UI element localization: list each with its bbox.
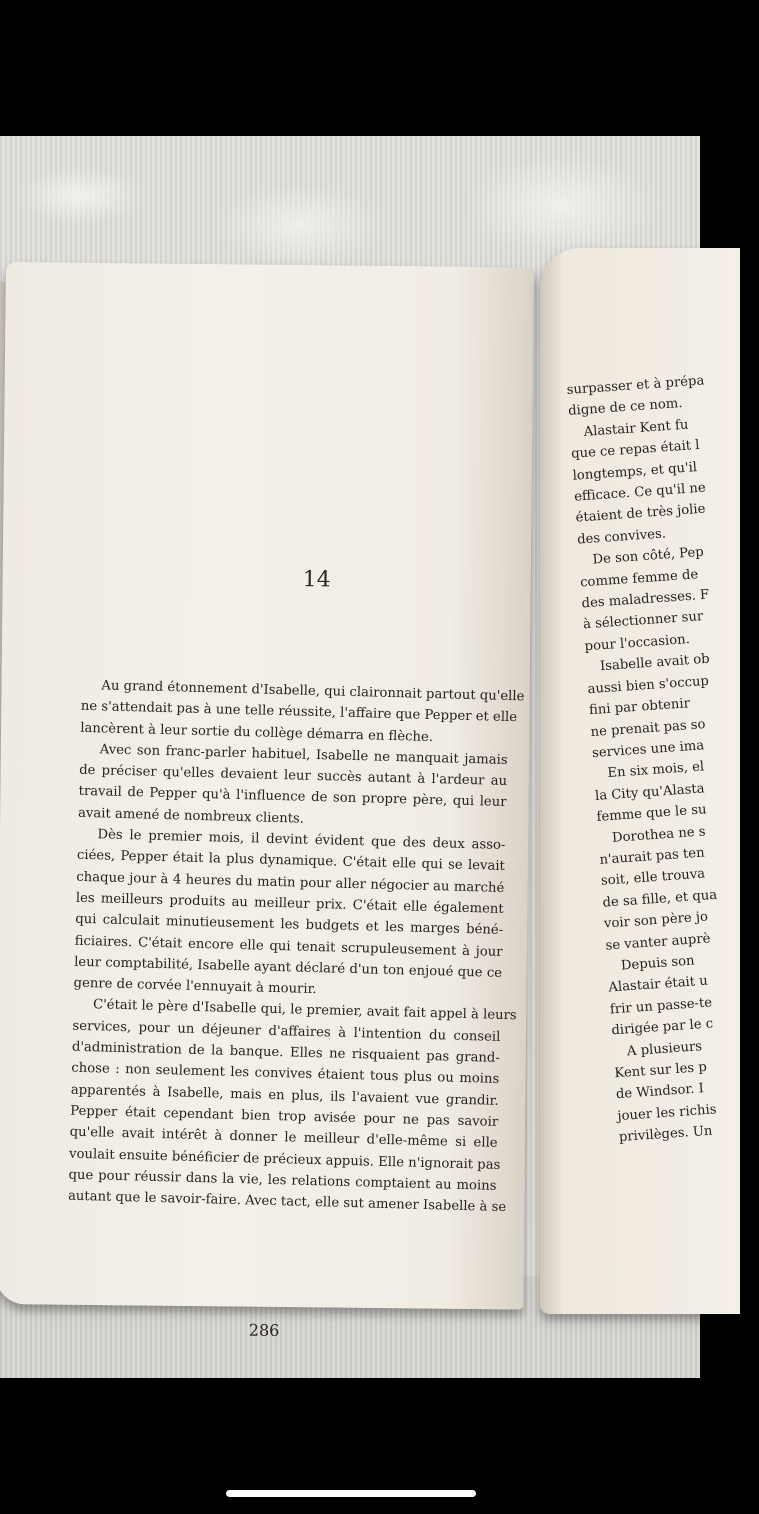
text-line: De son côté, Pep xyxy=(592,545,705,568)
text-line: que pour réussir dans la vie, les relations comptaient au moins xyxy=(68,1167,497,1194)
text-line: les meilleurs produits au meilleur prix. C'était elle également xyxy=(75,890,504,917)
home-indicator[interactable] xyxy=(226,1490,476,1497)
text-line: digne de ce nom. xyxy=(567,396,684,420)
text-line: Kent sur les p xyxy=(613,1059,708,1082)
text-line: En six mois, el xyxy=(607,759,705,782)
text-line: qui calculait minutieusement les budgets et les marges béné- xyxy=(75,911,504,939)
text-line: Alastair Kent fu xyxy=(583,417,689,440)
text-line: comme femme de xyxy=(579,566,699,591)
text-line: Dorothea ne s xyxy=(611,823,707,846)
text-line: Dès le premier mois, il devint évident que des deux asso- xyxy=(97,827,506,854)
text-line: chose : non seulement les convives étaient tous plus ou moins xyxy=(71,1061,500,1088)
text-line: de Windsor. I xyxy=(615,1081,705,1103)
text-line: dirigée par le c xyxy=(611,1016,714,1039)
text-line: A plusieurs xyxy=(626,1038,703,1059)
text-line: Avec son franc-parler habituel, Isabelle ne manquait jamais xyxy=(99,742,508,768)
text-line: avait amené de nombreux clients. xyxy=(77,805,305,827)
text-line: étaient de très jolie xyxy=(575,502,706,527)
page-number: 286 xyxy=(248,1320,280,1340)
text-line: travail de Pepper qu'à l'influence de son propre père, qui leur xyxy=(78,784,507,811)
text-line: de sa fille, et qua xyxy=(602,887,718,911)
text-line: surpasser et à prépa xyxy=(566,373,705,398)
text-line: ne s'attendait pas à une telle réussite, l'affaire que Pepper et elle xyxy=(80,699,518,726)
text-line: d'administration de la banque. Elles ne risquaient pas grand- xyxy=(71,1039,500,1066)
text-line: ciées, Pepper était la plus dynamique. C'était elle qui se levait xyxy=(76,848,505,875)
text-line: Depuis son xyxy=(620,953,696,974)
text-line: autant que le savoir-faire. Avec tact, elle sut amener Isabelle à se xyxy=(67,1188,507,1216)
text-line: ficiaires. C'était encore elle qui tenait scrupuleusement à jour xyxy=(74,933,503,960)
text-line: privilèges. Un xyxy=(618,1123,713,1146)
text-line: pour l'occasion. xyxy=(584,631,691,655)
text-line: C'était le père d'Isabelle qui, le premier, avait fait appel à leurs xyxy=(92,997,517,1024)
text-line: Alastair était u xyxy=(608,973,709,996)
text-line: ne prenait pas so xyxy=(590,716,706,740)
text-line: jouer les richis xyxy=(616,1102,717,1124)
left-page-text xyxy=(67,675,525,1218)
chapter-number: 14 xyxy=(302,567,331,593)
text-line: services une ima xyxy=(591,738,705,761)
text-line: femme que le su xyxy=(596,802,707,826)
text-line: voulait ensuite bénéficier de précieux appuis. Elle n'ignorait pas xyxy=(68,1146,501,1173)
left-page xyxy=(0,262,534,1340)
text-line: genre de corvée l'ennuyait à mourir. xyxy=(73,975,317,998)
text-line: longtemps, et qu'il xyxy=(572,459,698,484)
text-line: efficace. Ce qu'il ne xyxy=(573,480,707,505)
text-line: n'aurait pas ten xyxy=(599,845,706,868)
text-line: des convives. xyxy=(576,526,667,548)
text-line: Isabelle avait ob xyxy=(599,651,711,675)
text-line: leur comptabilité, Isabelle ayant déclaré d'un ton enjoué que ce xyxy=(73,954,503,981)
text-line: soit, elle trouva xyxy=(600,866,706,890)
text-line: de préciser qu'elles devaient leur succès autant à l'ardeur au xyxy=(78,762,508,790)
text-line: Pepper était cependant bien trop avisée pour ne pas savoir xyxy=(70,1103,499,1130)
book-photo xyxy=(0,136,718,1378)
text-line: lancèrent à leur sortie du collège démarra en flèche. xyxy=(80,720,434,745)
text-line: à sélectionner sur xyxy=(582,609,704,633)
text-line: frir un passe-te xyxy=(609,995,713,1018)
text-line: des maladresses. F xyxy=(581,587,710,612)
text-line: apparentés à Isabelle, mais en plus, ils l'avaient vue grandir. xyxy=(70,1082,499,1109)
text-line: aussi bien s'occup xyxy=(587,673,710,697)
text-line: la City qu'Alasta xyxy=(594,781,705,804)
text-line: qu'elle avait intérêt à donner le meilleur d'elle-même si elle xyxy=(69,1124,498,1152)
text-line: que ce repas était l xyxy=(570,438,701,463)
text-line: voir son père jo xyxy=(603,909,709,932)
text-line: services, pour un déjeuner d'affaires à l'intention du conseil xyxy=(72,1018,501,1045)
text-line: se vanter auprè xyxy=(605,930,711,954)
text-line: fini par obtenir xyxy=(588,696,691,719)
text-line: chaque jour à 4 heures du matin pour aller négocier au marché xyxy=(76,869,505,896)
text-line: Au grand étonnement d'Isabelle, qui claironnait partout qu'elle xyxy=(101,678,525,705)
